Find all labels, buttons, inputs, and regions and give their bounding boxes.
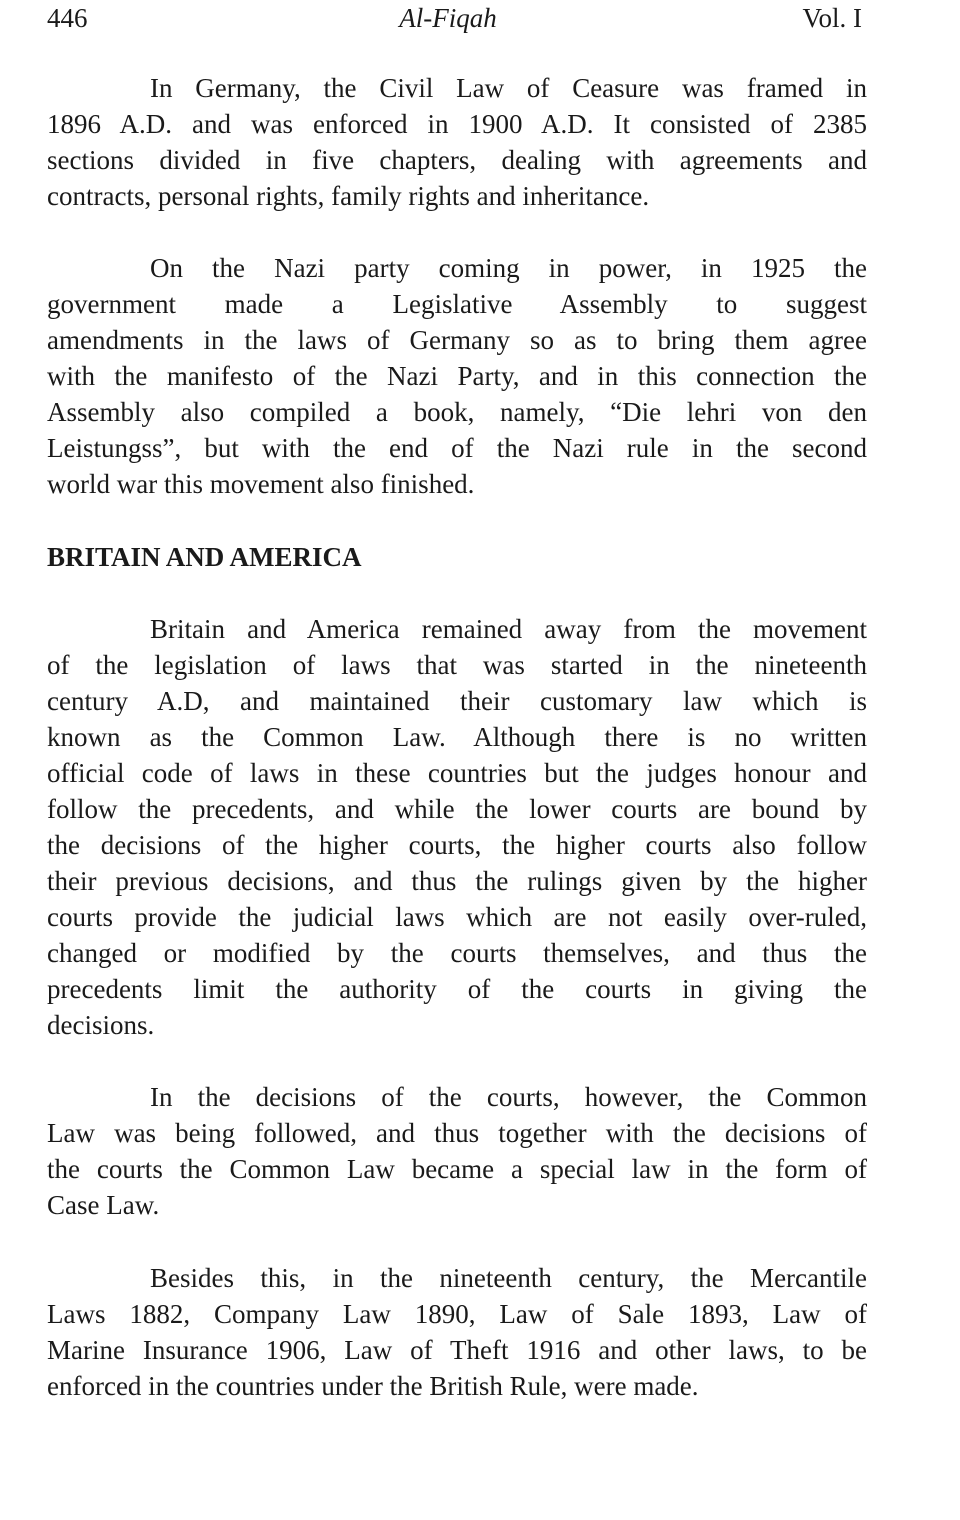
text-line: their previous decisions, and thus the rulings given by the higher [47,866,867,896]
text-line: century A.D, and maintained their customary law which is [47,686,867,716]
text-line: with the manifesto of the Nazi Party, and in this connection the [47,361,867,391]
text-line: Besides this, in the nineteenth century, the Mercantile [150,1263,867,1293]
text-line: the courts the Common Law became a special law in the form of [47,1154,867,1184]
text-line: enforced in the countries under the British Rule, were made. [47,1371,699,1401]
text-line: follow the precedents, and while the lower courts are bound by [47,794,867,824]
text-line: 1896 A.D. and was enforced in 1900 A.D. It consisted of 2385 [47,109,867,139]
text-line: of the legislation of laws that was started in the nineteenth [47,650,867,680]
paragraph-case-law [47,1079,867,1223]
text-line: changed or modified by the courts themselves, and thus the [47,938,867,968]
text-line: official code of laws in these countries but the judges honour and [47,758,867,788]
text-line: Leistungss”, but with the end of the Nazi rule in the second [47,433,867,463]
text-line: Law was being followed, and thus together with the decisions of [47,1118,867,1148]
text-line: decisions. [47,1010,155,1040]
text-line: Assembly also compiled a book, namely, “Die lehri von den [47,397,867,427]
text-line: Britain and America remained away from the movement [150,614,867,644]
paragraph-germany [47,70,867,214]
text-line: On the Nazi party coming in power, in 1925 the [150,253,867,283]
text-line: sections divided in five chapters, dealing with agreements and [47,145,867,175]
paragraph-mercantile-laws [47,1260,867,1404]
text-line: Case Law. [47,1190,160,1220]
text-line: contracts, personal rights, family rights and inheritance. [47,181,650,211]
text-line: government made a Legislative Assembly to suggest [47,289,867,319]
text-line: courts provide the judicial laws which are not easily over-ruled, [47,902,867,932]
paragraph-britain-america [47,611,867,1043]
volume-label: Vol. I [802,3,862,33]
running-title: Al-Fiqah [399,3,497,33]
paragraph-nazi-party [47,250,867,502]
text-line: amendments in the laws of Germany so as to bring them agree [47,325,867,355]
text-line: world war this movement also finished. [47,469,475,499]
text-line: Marine Insurance 1906, Law of Theft 1916 and other laws, to be [47,1335,867,1365]
text-line: In the decisions of the courts, however, the Common [150,1082,867,1112]
text-line: known as the Common Law. Although there is no written [47,722,867,752]
text-line: the decisions of the higher courts, the higher courts also follow [47,830,867,860]
text-line: Laws 1882, Company Law 1890, Law of Sale 1893, Law of [47,1299,867,1329]
text-line: In Germany, the Civil Law of Ceasure was framed in [150,73,867,103]
page-number: 446 [47,3,88,33]
section-heading: BRITAIN AND AMERICA [47,542,362,572]
text-line: precedents limit the authority of the courts in giving the [47,974,867,1004]
